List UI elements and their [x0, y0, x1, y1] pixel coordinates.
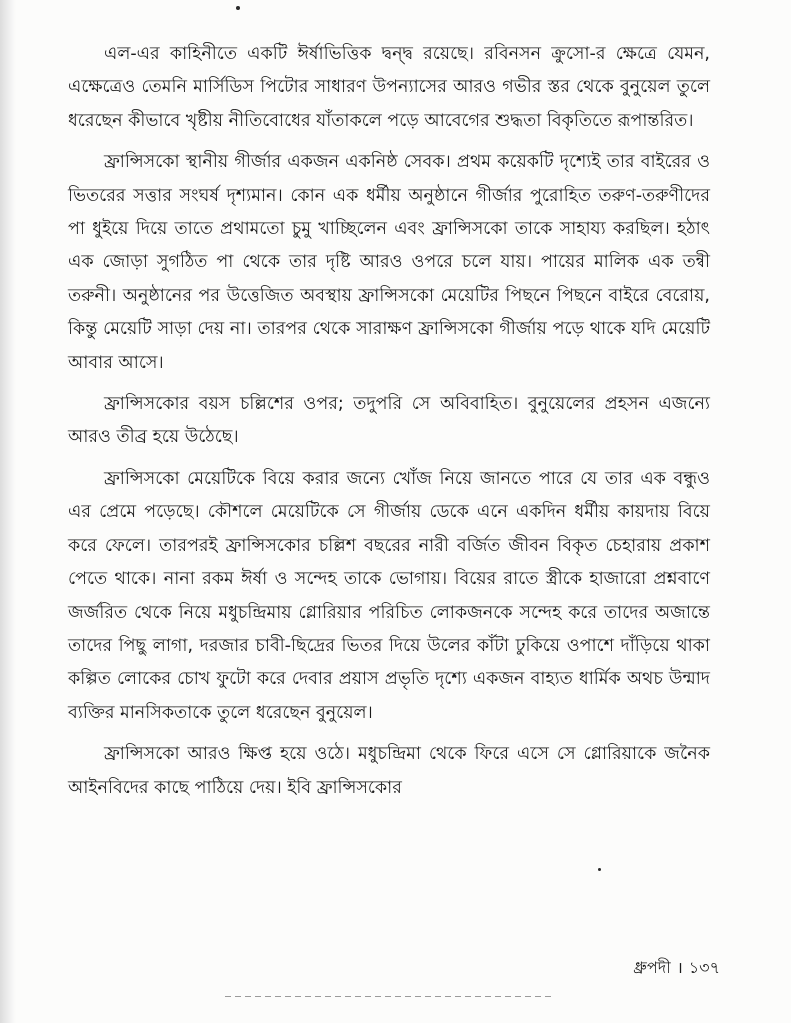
paragraph: এল-এর কাহিনীতে একটি ঈর্ষাভিত্তিক দ্বন্দ্ব রয়েছে। রবিনসন ক্রুসো-র ক্ষেত্রে যেমন, এক্ষেত্রেও তেমনি মার্সিডিস পিটোর সাধারণ উপন্যাসের আরও গভীর স্তর থেকে বুনুয়েল তুলে ধরেছেন কীভাবে খৃষ্টীয় নীতিবোধের যাঁতাকলে পড়ে আবেগের শুদ্ধতা বিকৃতিতে রূপান্তরিত। — [68, 44, 710, 131]
scan-dust-mark — [598, 868, 601, 871]
paragraph: ফ্রান্সিসকো স্থানীয় গীর্জার একজন একনিষ্ঠ সেবক। প্রথম কয়েকটি দৃশ্যেই তার বাইরের ও ভিতরের সত্তার সংঘর্ষ দৃশ্যমান। কোন এক ধর্মীয় অনুষ্ঠানে গীর্জার পুরোহিত তরুণ-তরুণীদের পা ধুইয়ে দিয়ে তাতে প্রথামতো চুমু খাচ্ছিলেন এবং ফ্রান্সিসকো তাকে সাহায্য করছিল। হঠাৎ এক জোড়া সুগঠিত পা থেকে তার দৃষ্টি আরও ওপরে চলে যায়। পায়ের মালিক এক তন্বী তরুনী। অনুষ্ঠানের পর উত্তেজিত অবস্থায় ফ্রান্সিসকো মেয়েটির পিছনে পিছনে বাইরে বেরোয়, কিন্তু মেয়েটি সাড়া দেয় না। তারপর থেকে সারাক্ষণ ফ্রান্সিসকো গীর্জায় পড়ে থাকে যদি মেয়েটি আবার আসে। — [68, 152, 710, 373]
scan-artifact-rule — [225, 996, 555, 997]
page-number: ১৩৭ — [688, 958, 720, 977]
paragraph: ফ্রান্সিসকো আরও ক্ষিপ্ত হয়ে ওঠে। মধুচন্দ্রিমা থেকে ফিরে এসে সে গ্লোরিয়াকে জনৈক আইনবিদের কাছে পাঠিয়ে দেয়। ইবি ফ্রান্সিসকোর — [68, 744, 710, 798]
page-footer — [560, 955, 720, 989]
page-left-edge-shadow — [0, 0, 16, 1023]
paragraph: ফ্রান্সিসকো মেয়েটিকে বিয়ে করার জন্যে খোঁজ নিয়ে জানতে পারে যে তার এক বন্ধুও এর প্রেমে পড়েছে। কৌশলে মেয়েটিকে সে গীর্জায় ডেকে এনে একদিন ধর্মীয় কায়দায় বিয়ে করে ফেলে। তারপরই ফ্রান্সিসকোর চল্লিশ বছরের নারী বর্জিত জীবন বিকৃত চেহারায় প্রকাশ পেতে থাকে। নানা রকম ঈর্ষা ও সন্দেহ তাকে ভোগায়। বিয়ের রাতে স্ত্রীকে হাজারো প্রশ্নবাণে জর্জরিত থেকে নিয়ে মধুচন্দ্রিমায় গ্লোরিয়ার পরিচিত লোকজনকে সন্দেহ করে তাদের অজান্তে তাদের পিছু লাগা, দরজার চাবী-ছিদ্রের ভিতর দিয়ে উলের কাঁটা ঢুকিয়ে ওপাশে দাঁড়িয়ে থাকা কল্পিত লোকের চোখ ফুটো করে দেবার প্রয়াস প্রভৃতি দৃশ্যে একজন বাহ্যত ধার্মিক অথচ উন্মাদ ব্যক্তির মানসিকতাকে তুলে ধরেছেন বুনুয়েল। — [68, 468, 710, 723]
publication-name: ধ্রুপদী — [633, 958, 671, 977]
scan-dust-mark — [236, 6, 240, 10]
page-body-text — [68, 38, 710, 938]
footer-separator: । — [676, 958, 683, 977]
paragraph: ফ্রান্সিসকোর বয়স চল্লিশের ওপর; তদুপরি সে অবিবাহিত। বুনুয়েলের প্রহসন এজন্যে আরও তীব্র হয়ে উঠেছে। — [68, 394, 710, 448]
